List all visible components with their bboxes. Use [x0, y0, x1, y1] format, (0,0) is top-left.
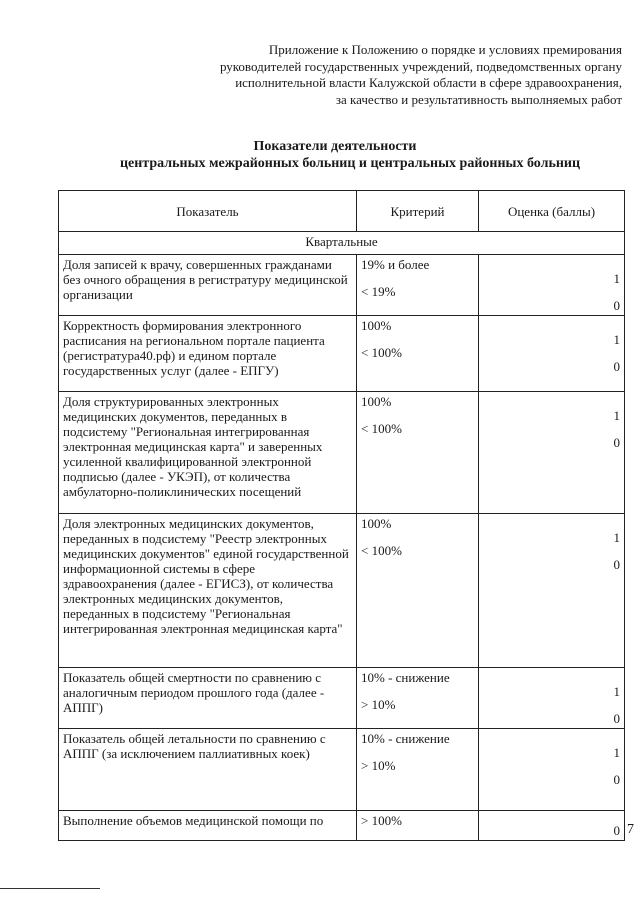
criterion-value: < 100% [361, 421, 402, 436]
header-line: Приложение к Положению о порядке и условиях премирования [268, 42, 622, 57]
criterion-value: 100% [361, 318, 392, 333]
document-header [220, 42, 622, 108]
criterion-cell [357, 811, 479, 841]
table-row [59, 255, 625, 316]
section-title: Квартальные [59, 232, 625, 255]
indicator-cell: Корректность формирования электронного расписания на региональном портале пациента (регистратура40.рф) и едином портале государственных услуг (далее - ЕПГУ) [59, 316, 357, 392]
page-mark: 7 [627, 822, 634, 837]
title-line-1: Показатели деятельности [253, 139, 417, 154]
score-value: 0 [613, 557, 620, 572]
score-cell [479, 729, 625, 811]
score-value: 0 [613, 298, 620, 313]
indicator-cell: Доля электронных медицинских документов, переданных в подсистему "Реестр электронных медицинских документов" единой государственной информационной системы в сфере здравоохранения (далее - ЕГИСЗ), от количества электронных медицинских документов, переданных в подсистему "Региональная интегрированная электронная медицинская карта" [59, 514, 357, 668]
column-header-score: Оценка (баллы) [479, 191, 625, 232]
table-row [59, 392, 625, 514]
section-row [59, 232, 625, 255]
criterion-cell [357, 316, 479, 392]
criterion-cell [357, 392, 479, 514]
score-value: 1 [613, 745, 620, 760]
score-value: 1 [613, 271, 620, 286]
criterion-value: 100% [361, 394, 392, 409]
score-cell [479, 811, 625, 841]
criterion-value: 19% и более [361, 257, 430, 272]
score-value: 0 [613, 359, 620, 374]
footnote-divider [0, 888, 100, 889]
score-value: 1 [613, 408, 620, 423]
header-line: за качество и результативность выполняемых работ [335, 91, 622, 107]
criterion-cell [357, 514, 479, 668]
criterion-value: < 100% [361, 345, 402, 360]
criterion-value: > 10% [361, 697, 396, 712]
column-header-indicator: Показатель [59, 191, 357, 232]
title-line-2: центральных межрайонных больниц и центральных районных больниц [119, 156, 581, 171]
indicator-cell: Доля записей к врачу, совершенных гражданами без очного обращения в регистратуру медицинской организации [59, 255, 357, 316]
score-value: 0 [613, 435, 620, 450]
criterion-value: 10% - снижение [361, 731, 450, 746]
score-value: 1 [613, 684, 620, 699]
criterion-cell [357, 255, 479, 316]
criterion-value: < 19% [361, 284, 396, 299]
header-line: исполнительной власти Калужской области в сфере здравоохранения, [235, 75, 622, 90]
indicator-cell: Выполнение объемов медицинской помощи по [59, 811, 357, 841]
score-cell [479, 316, 625, 392]
table-row [59, 514, 625, 668]
column-header-criterion: Критерий [357, 191, 479, 232]
score-value: 1 [613, 530, 620, 545]
criterion-value: < 100% [361, 543, 402, 558]
criterion-value: 100% [361, 516, 392, 531]
score-value: 0 [613, 823, 620, 838]
document-title [0, 138, 640, 172]
indicators-table [58, 190, 625, 841]
table-row [59, 668, 625, 729]
criterion-value: 10% - снижение [361, 670, 450, 685]
criterion-cell [357, 668, 479, 729]
indicator-cell: Доля структурированных электронных медицинских документов, переданных в подсистему "Региональная интегрированная электронная медицинская карта" и заверенных усиленной квалифицированной электронной подписью (далее - УКЭП), от количества амбулаторно-поликлинических посещений [59, 392, 357, 514]
score-cell [479, 392, 625, 514]
criterion-value: > 100% [361, 813, 402, 828]
score-cell [479, 255, 625, 316]
score-value: 0 [613, 772, 620, 787]
table-row [59, 316, 625, 392]
indicator-cell: Показатель общей смертности по сравнению с аналогичным периодом прошлого года (далее - АППГ) [59, 668, 357, 729]
indicator-cell: Показатель общей летальности по сравнению с АППГ (за исключением паллиативных коек) [59, 729, 357, 811]
score-cell [479, 514, 625, 668]
table-row [59, 811, 625, 841]
header-line: руководителей государственных учреждений, подведомственных органу [219, 58, 622, 74]
criterion-value: > 10% [361, 758, 396, 773]
score-cell [479, 668, 625, 729]
score-value: 0 [613, 711, 620, 726]
table-row [59, 729, 625, 811]
score-value: 1 [613, 332, 620, 347]
criterion-cell [357, 729, 479, 811]
table-header-row [59, 191, 625, 232]
